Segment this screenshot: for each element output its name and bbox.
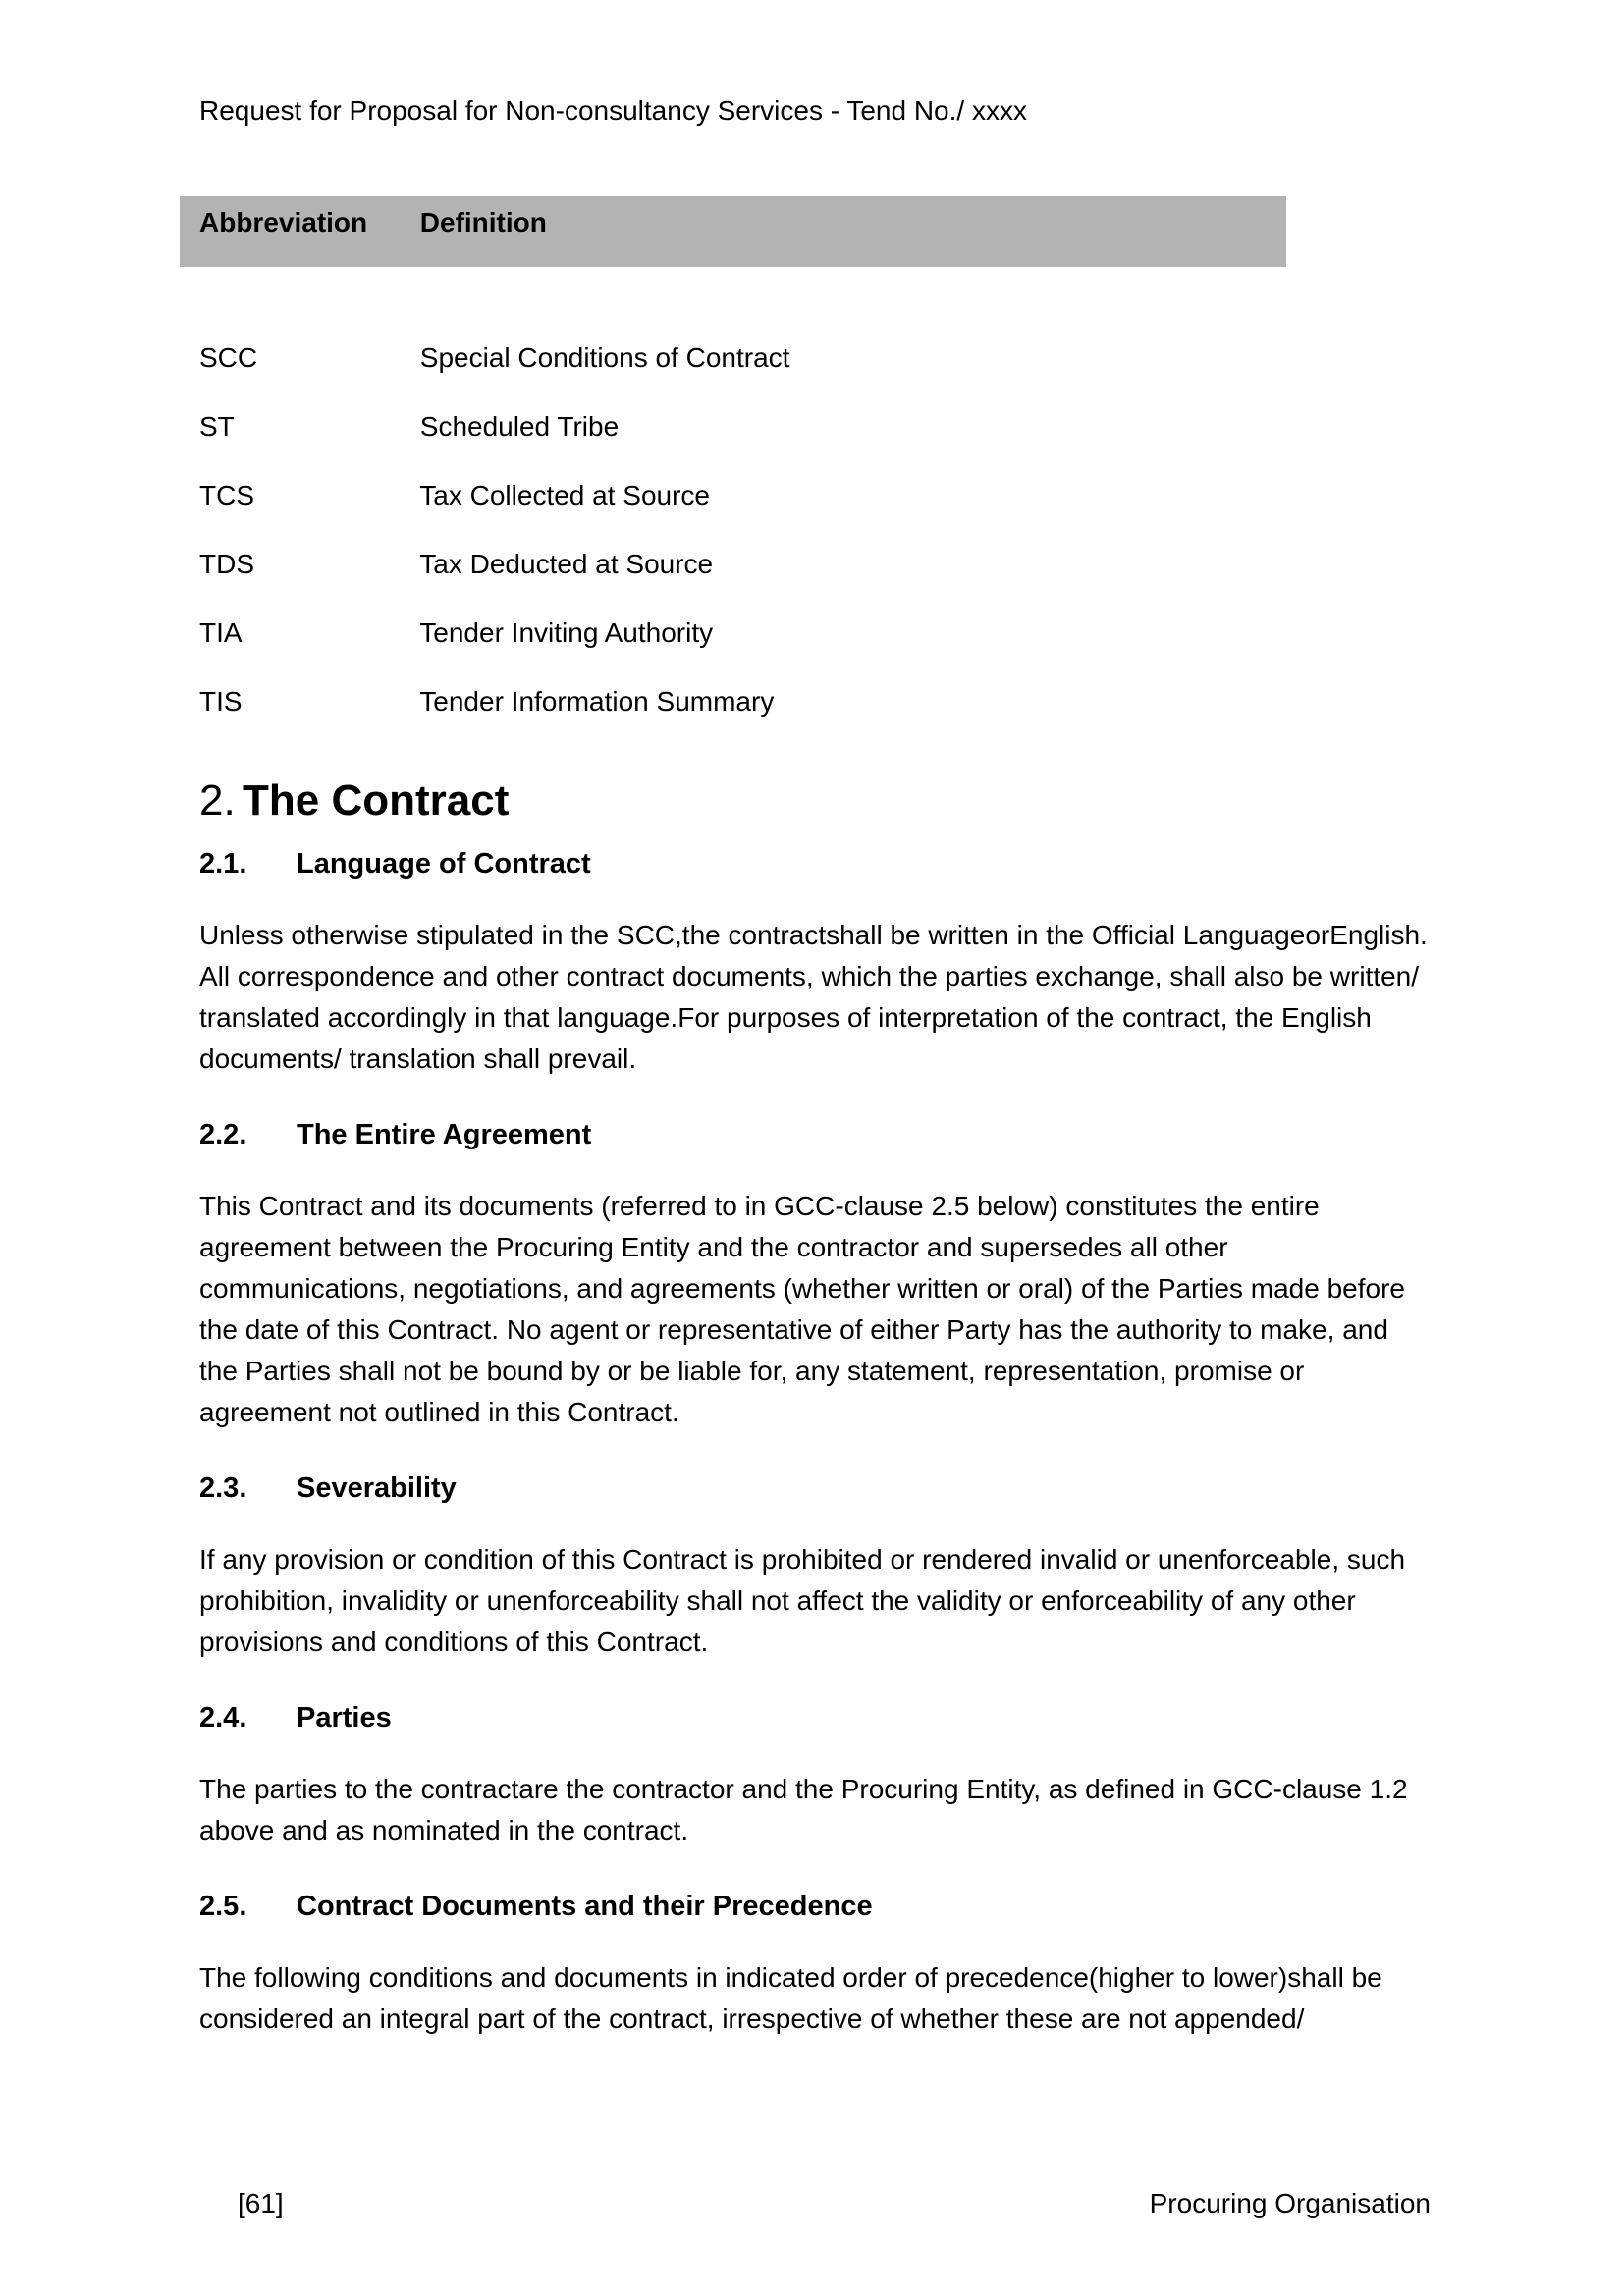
subsection-body: This Contract and its documents (referred to in GCC-clause 2.5 below) constitutes the entire agreement between the Procuring Entity and the contractor and supersedes all other communications, negotiations, and agreements (whether written or oral) of the Parties made before the date of this Contract. No agent or representative of either Party has the authority to make, and the Parties shall not be bound by or be liable for, any statement, representation, promise or agreement not outlined in this Contract.: [199, 1191, 1405, 1427]
subsection-title: Parties: [297, 1702, 392, 1734]
subsection-number: 2.2.: [199, 1119, 247, 1150]
subsection-title: Severability: [297, 1472, 457, 1504]
subsection-heading: [199, 1889, 1431, 1924]
abbreviation-cell: TDS: [199, 549, 254, 579]
page-number: [61]: [238, 2188, 284, 2218]
subsection-list: [199, 846, 1431, 2040]
column-header-abbreviation: Abbreviation: [199, 207, 368, 238]
abbreviation-cell: TIS: [199, 686, 243, 717]
definition-cell: Scheduled Tribe: [419, 411, 620, 442]
subsection-title: Contract Documents and their Precedence: [297, 1891, 873, 1922]
table-header-row: [180, 196, 1286, 267]
subsection-title: Language of Contract: [297, 848, 591, 880]
abbreviation-table: [199, 196, 1431, 719]
definition-cell: Special Conditions of Contract: [419, 343, 790, 373]
section-heading-the-contract: [199, 775, 1431, 827]
subsection-body: If any provision or condition of this Contract is prohibited or rendered invalid or unenforceable, such prohibition, invalidity or unenforceability shall not affect the validity or enforceability of any other provisions and conditions of this Contract.: [199, 1544, 1406, 1657]
page-content: [199, 0, 1431, 2040]
table-row: [199, 685, 1431, 719]
definition-cell: Tax Deducted at Source: [419, 549, 714, 579]
definition-cell: Tax Collected at Source: [419, 480, 710, 510]
subsection-body: Unless otherwise stipulated in the SCC,the contractshall be written in the Official LanguageorEnglish. All correspondence and other contract documents, which the parties exchange, shall also be written/ translated accordingly in that language.For purposes of interpretation of the contract, the English documents/ translation shall prevail.: [199, 920, 1428, 1074]
subsection-body: The parties to the contractare the contractor and the Procuring Entity, as defined in GCC-clause 1.2 above and as nominated in the contract.: [199, 1774, 1408, 1845]
subsection-heading: [199, 846, 1431, 881]
abbreviation-cell: TIA: [199, 617, 243, 648]
section-number: 2.: [199, 776, 236, 825]
subsection: [199, 846, 1431, 1080]
definition-cell: Tender Inviting Authority: [419, 617, 714, 648]
subsection-title: The Entire Agreement: [297, 1119, 592, 1150]
subsection-number: 2.1.: [199, 848, 247, 880]
section-title: The Contract: [243, 776, 510, 825]
table-row: [199, 616, 1431, 650]
subsection-heading: [199, 1117, 1431, 1152]
subsection: [199, 1700, 1431, 1851]
subsection: [199, 1117, 1431, 1433]
abbreviation-cell: SCC: [199, 343, 258, 373]
definition-cell: Tender Information Summary: [419, 686, 775, 717]
subsection-heading: [199, 1470, 1431, 1506]
subsection: [199, 1470, 1431, 1663]
subsection-number: 2.5.: [199, 1891, 247, 1922]
abbreviation-cell: ST: [199, 411, 235, 442]
table-row: [199, 342, 1431, 375]
subsection-body: The following conditions and documents in indicated order of precedence(higher to lower)shall be considered an integral part of the contract, irrespective of whether these are not appended/: [199, 1962, 1382, 2034]
column-header-definition: Definition: [419, 207, 547, 238]
page-footer: [199, 2187, 1431, 2220]
page-header-title: Request for Proposal for Non-consultancy Services - Tend No./ xxxx: [199, 95, 1027, 126]
footer-organisation: Procuring Organisation: [1149, 2188, 1431, 2218]
table-row: [199, 479, 1431, 512]
subsection-number: 2.4.: [199, 1702, 247, 1734]
abbreviation-cell: TCS: [199, 480, 254, 510]
subsection-heading: [199, 1700, 1431, 1735]
table-body: [199, 342, 1431, 719]
table-row: [199, 410, 1431, 444]
table-row: [199, 548, 1431, 581]
subsection-number: 2.3.: [199, 1472, 247, 1504]
page-header: [199, 94, 1431, 128]
subsection: [199, 1889, 1431, 2040]
